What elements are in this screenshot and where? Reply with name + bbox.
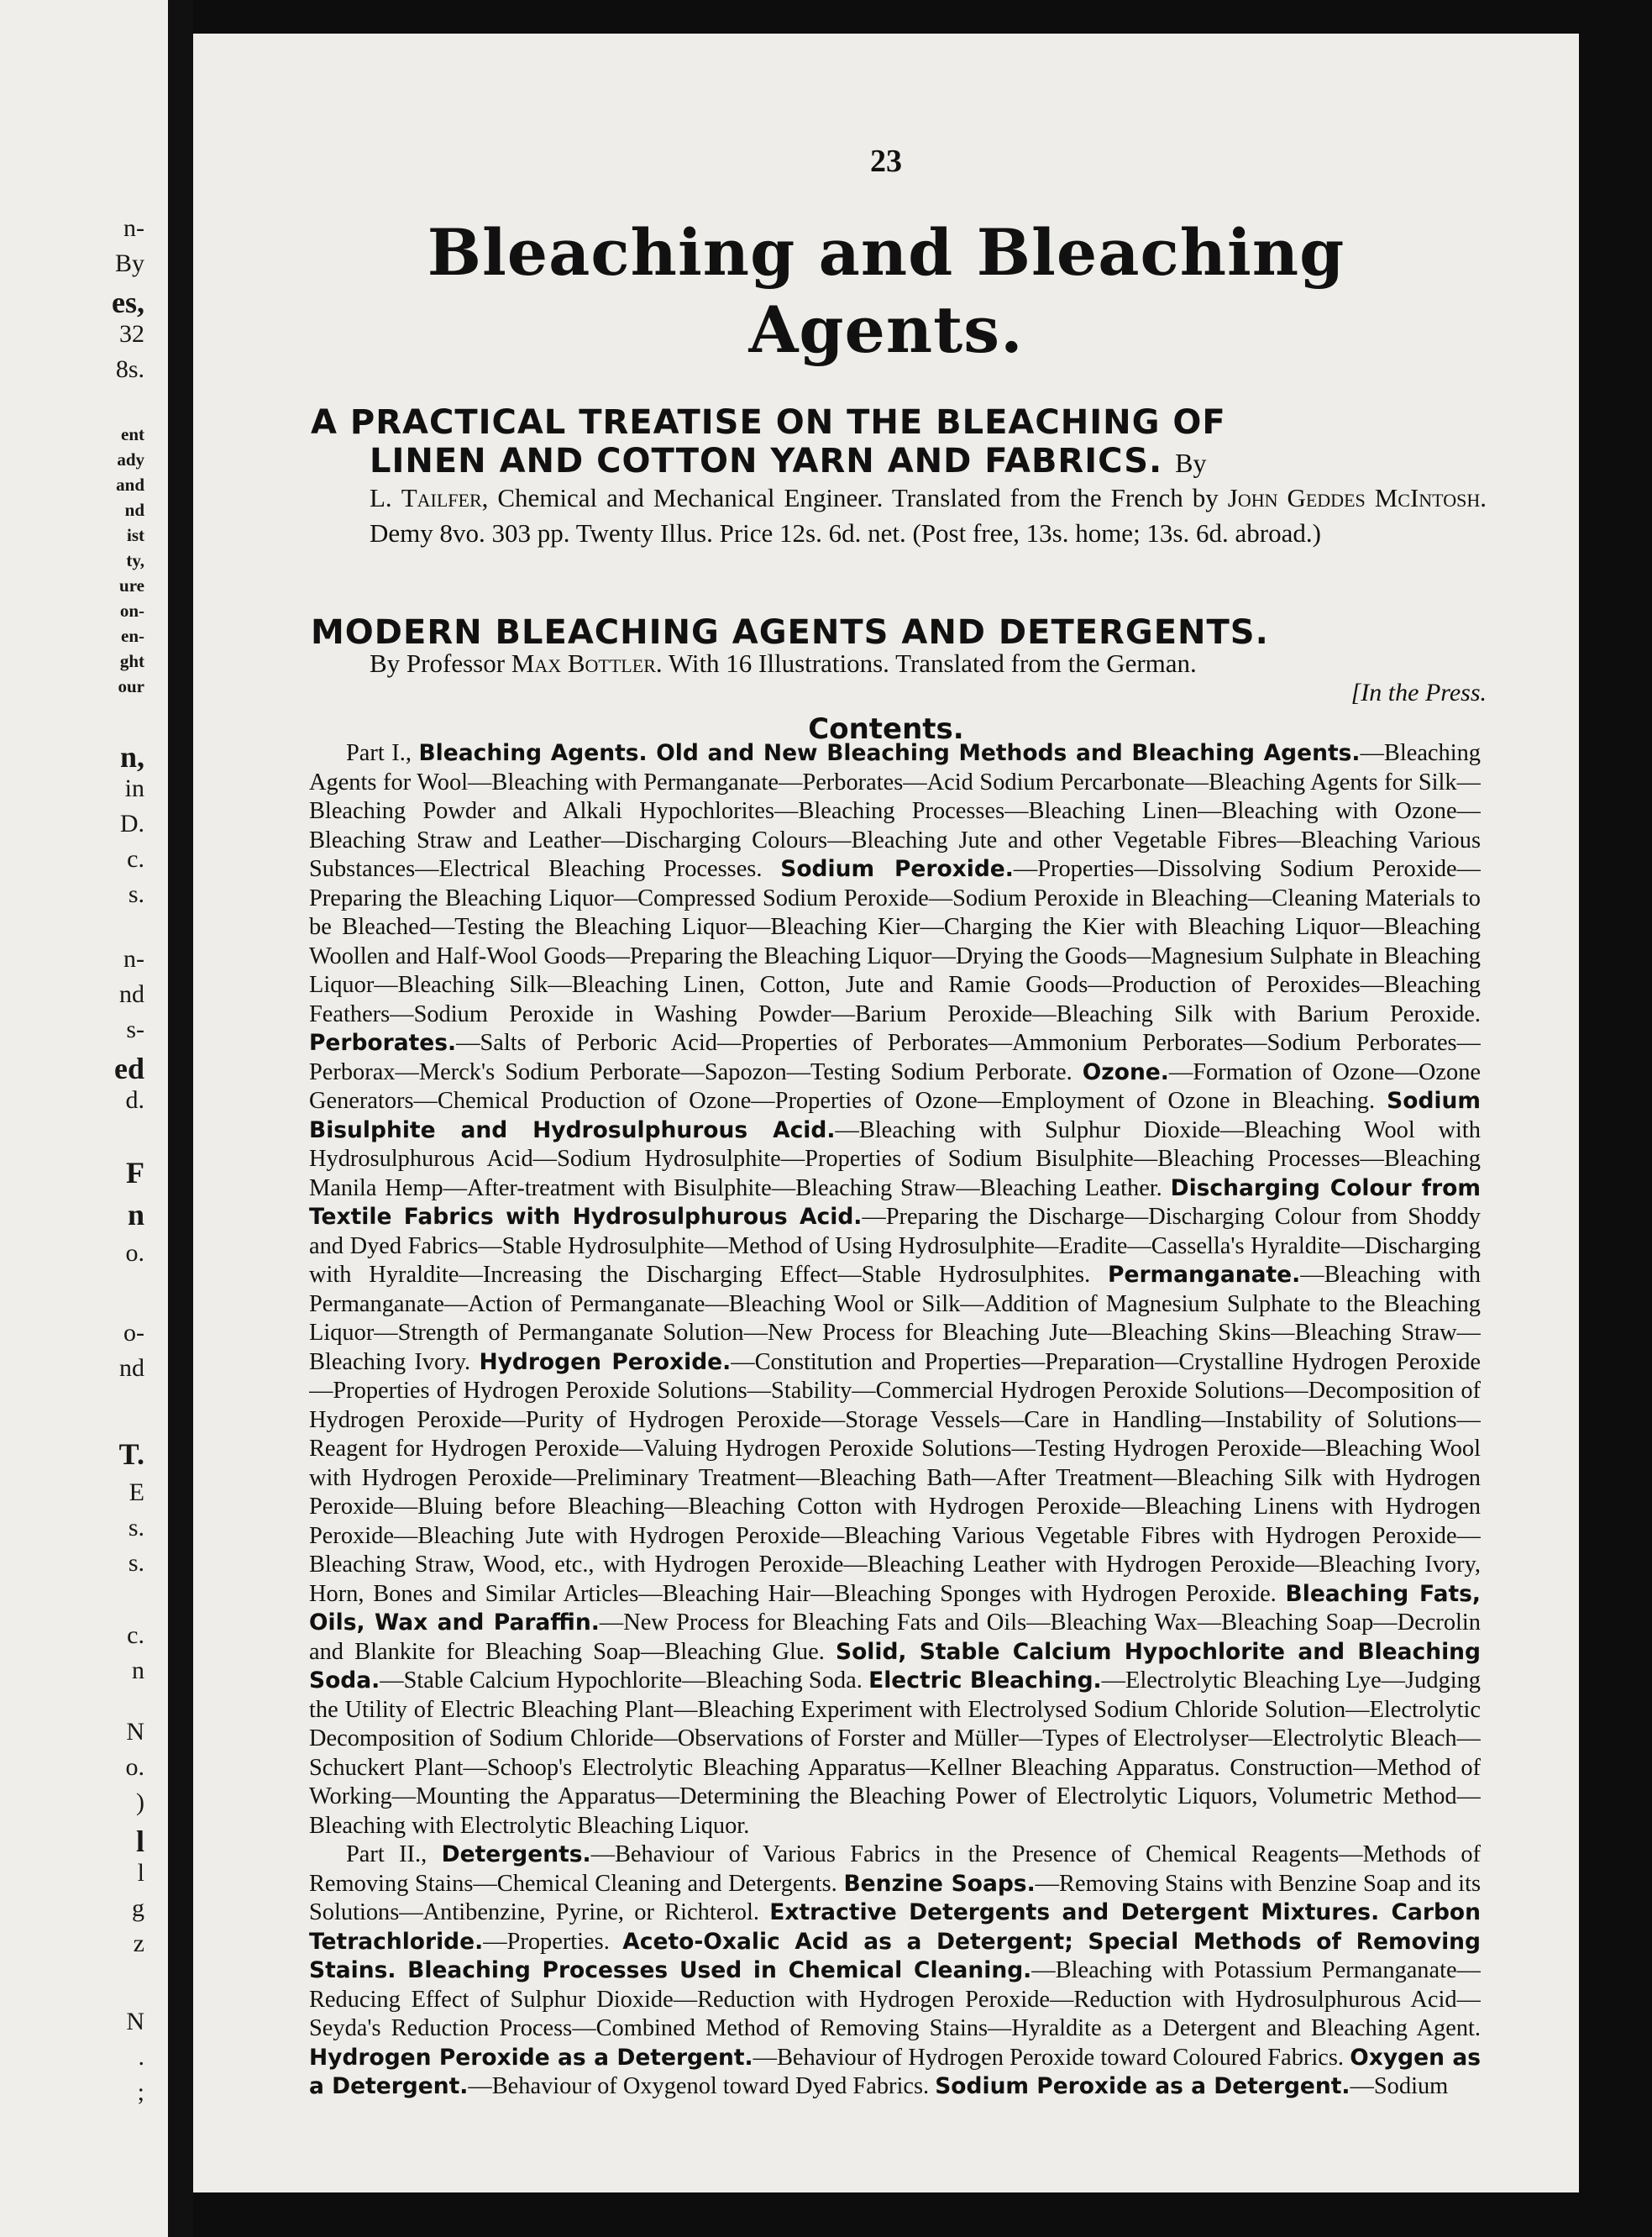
left-page-fragment: z — [133, 1930, 144, 1957]
left-page-fragment: o. — [125, 1753, 144, 1781]
contents-section-heading: Electric Bleaching. — [868, 1667, 1102, 1694]
contents-text: —Bleaching with Permanganate—Action of Permanganate—Bleaching Wool or Silk—Addition of Magnesium Sulphate to the Bleaching Liquor—Strength of Permanganate Solution—New Process for Bleaching Jute—Bleaching Skins—Bleaching Straw—Bleaching Ivory. — [309, 1262, 1481, 1375]
left-page-fragment: nd — [119, 980, 144, 1008]
left-page-fragment: ady — [117, 449, 144, 470]
left-page-fragment: n- — [123, 214, 144, 242]
left-page-fragment: 32 — [119, 320, 144, 348]
left-page-fragment: E — [128, 1478, 144, 1506]
book1-heading-line-2 — [370, 442, 1537, 482]
left-page-fragment: l — [137, 1859, 144, 1887]
left-page-fragment: 8s. — [115, 355, 144, 383]
contents-text: —Removing Stains with Benzine Soap and its Solutions—Antibenzine, Pyrine, or Richterol. — [309, 1870, 1481, 1925]
page-number: 23 — [870, 144, 902, 179]
left-page-fragment: F — [126, 1156, 144, 1189]
title-line-2: Agents. — [748, 292, 1024, 367]
contents-text: —Behaviour of Various Fabrics in the Presence of Chemical Reagents—Methods of Removing Stains—Chemical Cleaning and Detergents. — [309, 1841, 1481, 1897]
contents-section-heading: Bleaching Fats, Oils, Wax and Paraffin. — [309, 1580, 1481, 1636]
left-page-fragment: D. — [119, 810, 144, 838]
contents-text: —Properties—Dissolving Sodium Peroxide—Preparing the Bleaching Liquor—Compressed Sodium Peroxide—Sodium Peroxide in Bleaching—Cleaning Materials to be Bleached—Testing the Bleaching Liquor—Bleaching Kier—Charging the Kier with Bleaching Liquor—Bleaching Woollen and Half-Wool Goods—Preparing the Bleaching Liquor—Drying the Goods—Magnesium Sulphate in Bleaching Liquor—Bleaching Silk—Bleaching Linen, Cotton, Jute and Ramie Goods—Production of Peroxides—Bleaching Feathers—Sodium Peroxide in Washing Powder—Barium Peroxide—Bleaching Silk with Barium Peroxide. — [309, 856, 1481, 1027]
contents-section-heading: Solid, Stable Calcium Hypochlorite and Bleaching Soda. — [309, 1638, 1481, 1694]
contents-text: —Bleaching with Potassium Permanganate—Reducing Effect of Sulphur Dioxide—Reduction with Hydrogen Peroxide—Reduction with Hydrosulphurous Acid—Seyda's Reduction Process—Combined Method of Removing Stains—Hyraldite as a Detergent and Bleaching Agent. — [309, 1957, 1481, 2041]
left-page-fragment: our — [118, 676, 144, 696]
book2-by: By Professor — [370, 649, 511, 678]
contents-text: —New Process for Bleaching Fats and Oils—Bleaching Wax—Bleaching Soap—Decrolin and Blankite for Bleaching Soap—Bleaching Glue. — [309, 1609, 1481, 1665]
press-note: [In the Press. — [1350, 679, 1487, 706]
left-page-fragment: and — [116, 475, 144, 495]
left-page-fragment: ; — [137, 2078, 144, 2106]
left-page-fragment: By — [114, 249, 144, 277]
contents-section-heading: Perborates. — [309, 1030, 457, 1056]
left-page-fragment: c. — [127, 845, 144, 873]
contents-text: —Properties. — [483, 1928, 623, 1955]
left-page-fragment: s. — [128, 1549, 144, 1577]
contents-text: —Behaviour of Oxygenol toward Dyed Fabrics. — [468, 2073, 936, 2099]
left-page-fragment: es, — [112, 286, 144, 319]
left-page-fragment: o- — [123, 1319, 144, 1347]
contents-text: —Electrolytic Bleaching Lye—Judging the Utility of Electric Bleaching Plant—Bleaching Experiment with Electrolysed Sodium Chloride Solution—Electrolytic Decomposition of Sodium Chloride—Observations of Forster and Müller—Types of Electrolyser—Electrolytic Bleach—Schuckert Plant—Schoop's Electrolytic Bleaching Apparatus—Kellner Bleaching Apparatus. Construction—Method of Working—Mounting the Apparatus—Determining the Bleaching Power of Electrolytic Liquors, Volumetric Method—Bleaching with Electrolytic Bleaching Liquor. — [309, 1667, 1481, 1839]
book1-details-b: . Demy 8vo. 303 pp. Twenty Illus. Price 12s. 6d. net. (Post free, 13s. home; 13s. 6d. abroad.) — [370, 483, 1487, 548]
book1-translator: John Geddes McIntosh — [1227, 483, 1481, 512]
contents-section-heading: Aceto-Oxalic Acid as a Detergent; Special Methods of Removing Stains. Bleaching Processes Used in Chemical Cleaning. — [309, 1928, 1481, 1983]
left-page-fragment: nd — [124, 500, 144, 520]
book1-by: By — [1175, 448, 1207, 478]
contents-heading: Contents. — [808, 712, 964, 746]
contents-part-2 — [309, 1841, 1481, 2102]
contents-section-heading: Ozone. — [1082, 1058, 1169, 1085]
book1-heading-text: LINEN AND COTTON YARN AND FABRICS. — [370, 442, 1163, 480]
contents-text: —Bleaching Agents for Wool—Bleaching with Permanganate—Perborates—Acid Sodium Percarbonate—Bleaching Agents for Silk—Bleaching Powder and Alkali Hypochlorites—Bleaching Processes—Bleaching Linen—Bleaching with Ozone—Bleaching Straw and Leather—Discharging Colours—Bleaching Jute and other Vegetable Fibres—Bleaching Various Substances—Electrical Bleaching Processes. — [309, 740, 1481, 882]
left-page-fragment: . — [138, 2043, 144, 2071]
contents-section-heading: Permanganate. — [1108, 1262, 1301, 1288]
left-page-fragment: on- — [119, 601, 144, 621]
page-title — [193, 214, 1579, 369]
adjacent-left-page — [0, 0, 168, 2237]
book2-byline — [370, 647, 1487, 680]
left-page-fragment: ght — [119, 651, 144, 671]
left-page-fragment: o. — [125, 1239, 144, 1267]
left-page-fragment: s- — [126, 1016, 144, 1043]
contents-section-heading: Detergents. — [441, 1841, 591, 1867]
contents-text: —Preparing the Discharge—Discharging Colour from Shoddy and Dyed Fabrics—Stable Hydrosulphite—Method of Using Hydrosulphite—Eradite—Cassella's Hyraldite—Discharging with Hyraldite—Increasing the Discharging Effect—Stable Hydrosulphites. — [309, 1204, 1481, 1288]
left-page-fragment: s. — [128, 880, 144, 908]
contents-section-heading: Sodium Peroxide. — [780, 856, 1014, 882]
contents-text: —Behaviour of Hydrogen Peroxide toward Coloured Fabrics. — [753, 2044, 1350, 2071]
contents-section-heading: Extractive Detergents and Detergent Mixtures. Carbon Tetrachloride. — [309, 1899, 1481, 1955]
book1-heading-line-1: A PRACTICAL TREATISE ON THE BLEACHING OF — [311, 403, 1226, 442]
contents-text: —Constitution and Properties—Preparation—Crystalline Hydrogen Peroxide—Properties of Hydrogen Peroxide Solutions—Stability—Commercial Hydrogen Peroxide Solutions—Decomposition of Hydrogen Peroxide—Purity of Hydrogen Peroxide—Storage Vessels—Care in Handling—Instability of Solutions—Reagent for Hydrogen Peroxide—Valuing Hydrogen Peroxide Solutions—Testing Hydrogen Peroxide—Bleaching Wool with Hydrogen Peroxide—Preliminary Treatment—Bleaching Bath—After Treatment—Bleaching Silk with Hydrogen Peroxide—Bluing before Bleaching—Bleaching Cotton with Hydrogen Peroxide—Bleaching Linens with Hydrogen Peroxide—Bleaching Jute with Hydrogen Peroxide—Bleaching Various Vegetable Fibres with Hydrogen Peroxide—Bleaching Straw, Wood, etc., with Hydrogen Peroxide—Bleaching Leather with Hydrogen Peroxide—Bleaching Ivory, Horn, Bones and Similar Articles—Bleaching Hair—Bleaching Sponges with Hydrogen Peroxide. — [309, 1348, 1481, 1607]
contents-section-heading: Oxygen as a Detergent. — [309, 2044, 1481, 2099]
contents-text: —Sodium — [1350, 2073, 1449, 2099]
left-page-fragment: nd — [119, 1354, 144, 1382]
contents-text: —Stable Calcium Hypochlorite—Bleaching Soda. — [380, 1667, 869, 1694]
contents-section-heading: Sodium Peroxide as a Detergent. — [935, 2073, 1350, 2099]
left-page-fragment: ist — [127, 525, 144, 545]
left-page-fragment: c. — [127, 1621, 144, 1649]
book1-details-a: , Chemical and Mechanical Engineer. Translated from the French by — [481, 483, 1228, 512]
left-page-fragment: ent — [121, 424, 144, 444]
left-page-fragment: s. — [128, 1514, 144, 1541]
title-line-1: Bleaching and Bleaching — [427, 215, 1345, 290]
contents-section-heading: Bleaching Agents. Old and New Bleaching Methods and Bleaching Agents. — [418, 740, 1361, 766]
left-page-fragment: n — [132, 1657, 144, 1684]
left-page-fragment: n — [127, 1198, 144, 1231]
left-page-fragment: n- — [123, 945, 144, 973]
contents-section-heading: Hydrogen Peroxide. — [479, 1348, 732, 1375]
contents-body — [309, 739, 1481, 2184]
contents-section-heading: Sodium Bisulphite and Hydrosulphurous Acid. — [309, 1088, 1481, 1143]
left-page-fragment: T. — [118, 1437, 144, 1471]
book2-author: Max Bottler — [511, 649, 656, 678]
left-page-fragment: ty, — [126, 550, 144, 570]
book1-author-initial: L. — [370, 483, 392, 512]
left-page-fragment: ) — [136, 1788, 144, 1816]
book2-details: . With 16 Illustrations. Translated from the German. — [655, 649, 1197, 678]
contents-section-heading: Hydrogen Peroxide as a Detergent. — [309, 2044, 753, 2071]
left-page-fragment: N — [126, 2008, 144, 2035]
left-page-fragment: l — [135, 1825, 144, 1858]
contents-text: —Formation of Ozone—Ozone Generators—Chemical Production of Ozone—Properties of Ozone—Employment of Ozone in Bleaching. — [309, 1058, 1481, 1114]
contents-section-heading: Discharging Colour from Textile Fabrics with Hydrosulphurous Acid. — [309, 1174, 1481, 1230]
left-page-fragment: n, — [119, 740, 144, 774]
contents-text: —Salts of Perboric Acid—Properties of Perborates—Ammonium Perborates—Sodium Perborates—Perborax—Merck's Sodium Perborate—Sapozon—Testing Sodium Perborate. — [309, 1030, 1481, 1085]
book-page — [193, 34, 1579, 2192]
contents-text: Part I., — [346, 740, 419, 766]
contents-part-1 — [309, 739, 1481, 1841]
contents-text: —Bleaching with Sulphur Dioxide—Bleaching Wool with Hydrosulphurous Acid—Sodium Hydrosulphite—Properties of Sodium Bisulphite—Bleaching Processes—Bleaching Manila Hemp—After-treatment with Bisulphite—Bleaching Straw—Bleaching Leather. — [309, 1116, 1481, 1201]
left-page-fragment: ed — [114, 1052, 144, 1085]
book1-author: Tailfer — [401, 483, 482, 512]
left-page-fragment: en- — [121, 626, 144, 646]
left-page-fragment: g — [132, 1894, 144, 1922]
book1-details — [370, 480, 1487, 551]
contents-section-heading: Benzine Soaps. — [843, 1870, 1036, 1897]
book-gutter — [168, 0, 193, 2237]
contents-text: Part II., — [346, 1841, 442, 1867]
book2-heading: MODERN BLEACHING AGENTS AND DETERGENTS. — [311, 613, 1269, 652]
left-page-fragment: N — [126, 1718, 144, 1746]
left-page-fragment: ure — [119, 575, 144, 596]
left-page-fragment: in — [124, 775, 144, 802]
left-page-fragment: d. — [125, 1086, 144, 1114]
